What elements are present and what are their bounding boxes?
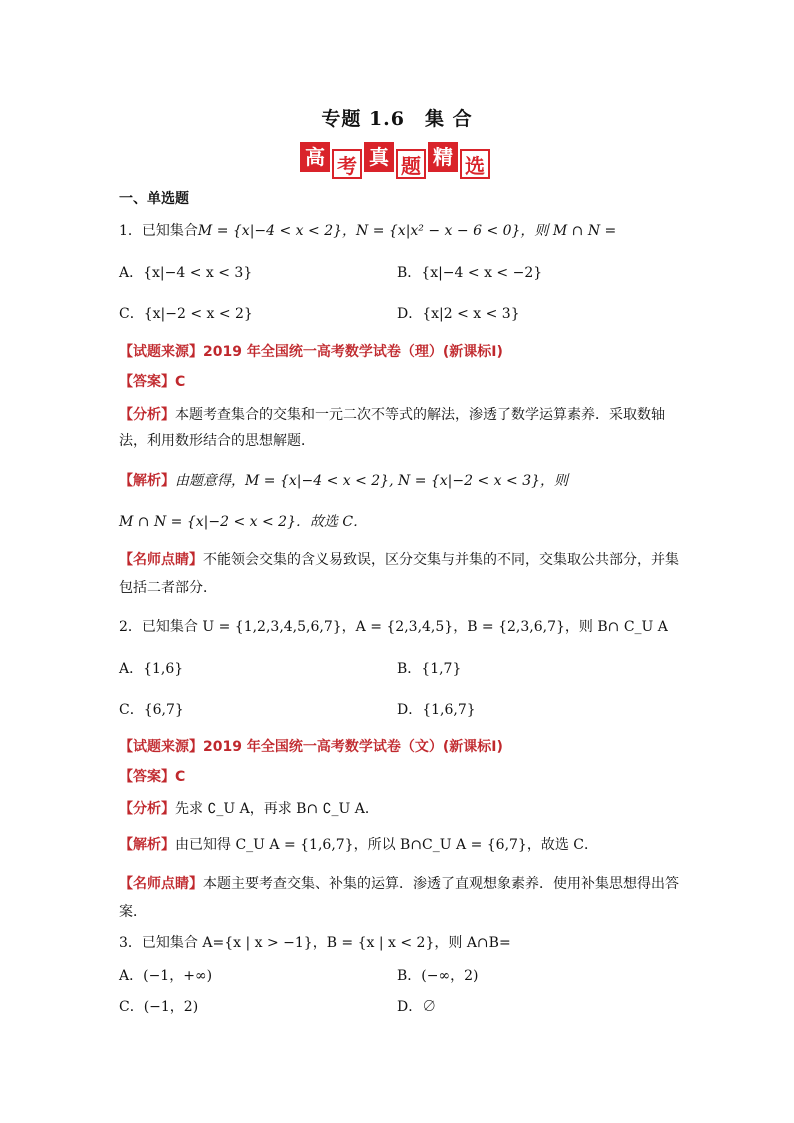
- q1-answer-label: 【答案】: [119, 374, 175, 390]
- q2-answer-text: C: [175, 769, 186, 785]
- q2-analysis-label: 【分析】: [119, 801, 175, 817]
- q2-stem: 2．已知集合 U = {1,2,3,4,5,6,7}，A = {2,3,4,5}，B = {2,3,6,7}，则 B∩ C_U A: [119, 619, 668, 635]
- page-title: 专题 1.6 集 合: [321, 108, 473, 130]
- q2-analysis-text: 先求 ∁_U A，再求 B∩ ∁_U A．: [175, 801, 379, 817]
- q1-option-d: D．{x|2 < x < 3}: [397, 306, 520, 322]
- section-heading: 一、单选题: [119, 191, 189, 207]
- q3-option-c: C．(−1，2): [119, 999, 199, 1015]
- q1-solution-line2: M ∩ N = {x|−2 < x < 2}．故选 C．: [119, 514, 368, 530]
- banner-char-5: 精: [428, 142, 458, 172]
- q2-source-label: 【试题来源】: [119, 739, 203, 755]
- q1-source-text: 2019 年全国统一高考数学试卷（理）(新课标Ⅰ): [203, 344, 503, 360]
- q2-answer: [119, 767, 689, 787]
- banner-gaokao-zhenti-jingxuan: [298, 140, 498, 182]
- q3-stem: 3．已知集合 A={x | x > −1}，B = {x | x < 2}，则 A∩B=: [119, 935, 511, 951]
- q1-analysis-text: 本题考查集合的交集和一元二次不等式的解法，渗透了数学运算素养．采取数轴法，利用数形结合的思想解题．: [119, 407, 665, 449]
- q2-solution-label: 【解析】: [119, 837, 175, 853]
- banner-char-1: 高: [300, 142, 330, 172]
- q3-option-d: D．∅: [397, 999, 437, 1015]
- q2-tips-label: 【名师点睛】: [119, 876, 203, 892]
- q2-source: [119, 737, 689, 757]
- q2-analysis: [119, 799, 689, 819]
- q1-stem-text: 1．已知集合: [119, 223, 198, 239]
- q1-solution-text1: 由题意得，M = {x|−4 < x < 2}, N = {x|−2 < x < 3}，则: [175, 473, 569, 489]
- q1-option-b: B．{x|−4 < x < −2}: [397, 265, 543, 281]
- q1-option-c: C．{x|−2 < x < 2}: [119, 306, 253, 322]
- q2-solution-text: 由已知得 C_U A = {1,6,7}，所以 B∩C_U A = {6,7}，故选 C．: [175, 837, 599, 853]
- q1-option-a: A．{x|−4 < x < 3}: [119, 265, 253, 281]
- banner-char-2: 考: [332, 149, 362, 179]
- banner-char-6: 选: [460, 149, 490, 179]
- q1-analysis-label: 【分析】: [119, 407, 175, 423]
- q1-answer: [119, 372, 689, 392]
- q2-option-b: B．{1,7}: [397, 661, 462, 677]
- q3-option-a: A．(−1，+∞): [119, 968, 213, 984]
- q1-source-label: 【试题来源】: [119, 344, 203, 360]
- q2-tips: [119, 870, 689, 926]
- q1-analysis: [119, 402, 689, 454]
- q1-answer-text: C: [175, 374, 186, 390]
- q2-option-d: D．{1,6,7}: [397, 702, 476, 718]
- q1-source: [119, 342, 689, 362]
- banner-char-4: 题: [396, 149, 426, 179]
- q2-option-a: A．{1,6}: [119, 661, 184, 677]
- q3-option-b: B．(−∞，2): [397, 968, 479, 984]
- q1-solution-label: 【解析】: [119, 473, 175, 489]
- banner-char-3: 真: [364, 142, 394, 172]
- q2-answer-label: 【答案】: [119, 769, 175, 785]
- q1-stem-math: M = {x|−4 < x < 2}，N = {x|x² − x − 6 < 0}，则 M ∩ N =: [197, 223, 617, 239]
- q1-stem: [119, 221, 689, 241]
- q2-solution: [119, 835, 689, 855]
- q1-tips: [119, 546, 689, 602]
- q2-tips-text: 本题主要考查交集、补集的运算．渗透了直观想象素养．使用补集思想得出答案．: [119, 876, 679, 920]
- q2-source-text: 2019 年全国统一高考数学试卷（文）(新课标Ⅰ): [203, 739, 503, 755]
- q1-solution-line1: [119, 471, 689, 491]
- q2-option-c: C．{6,7}: [119, 702, 184, 718]
- q1-tips-label: 【名师点睛】: [119, 552, 203, 568]
- q1-tips-text: 不能领会交集的含义易致误，区分交集与并集的不同，交集取公共部分，并集包括二者部分．: [119, 552, 679, 596]
